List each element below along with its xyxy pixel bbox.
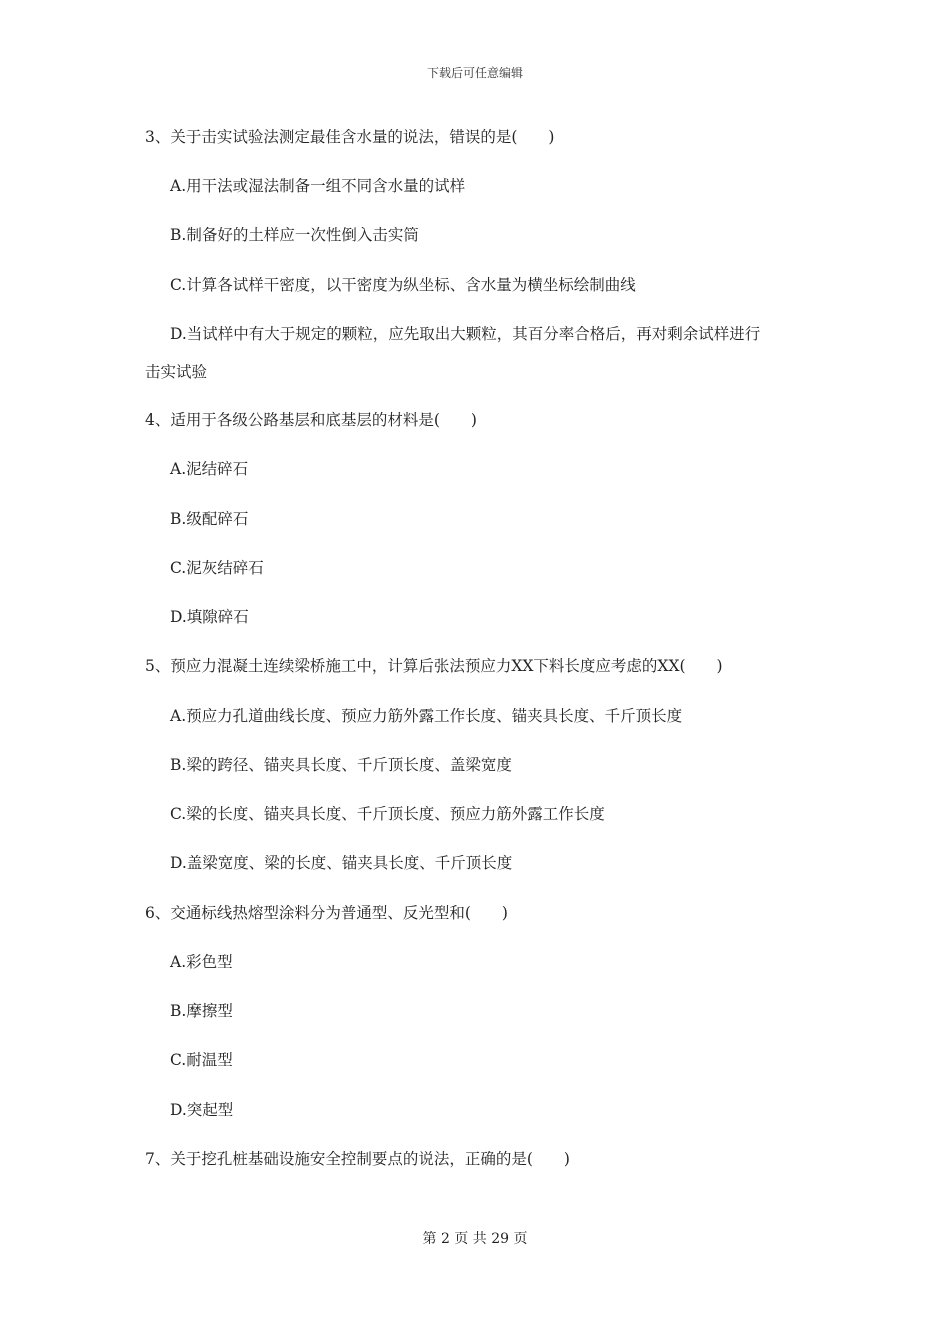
question-6-option-d: D.突起型 — [170, 1101, 234, 1119]
question-4-option-d: D.填隙碎石 — [170, 608, 249, 626]
question-5-option-b: B.梁的跨径、锚夹具长度、千斤顶长度、盖梁宽度 — [170, 756, 512, 774]
question-5-stem: 5、预应力混凝土连续梁桥施工中，计算后张法预应力XX下料长度应考虑的XX( ) — [145, 657, 723, 675]
question-7-stem: 7、关于挖孔桩基础设施安全控制要点的说法，正确的是( ) — [145, 1150, 570, 1168]
question-3-stem: 3、关于击实试验法测定最佳含水量的说法，错误的是( ) — [145, 128, 555, 146]
question-6-stem: 6、交通标线热熔型涂料分为普通型、反光型和( ) — [145, 904, 508, 922]
question-5-option-d: D.盖梁宽度、梁的长度、锚夹具长度、千斤顶长度 — [170, 854, 513, 872]
question-3-option-b: B.制备好的土样应一次性倒入击实筒 — [170, 226, 419, 244]
question-3-option-d-continuation: 击实试验 — [145, 363, 208, 381]
question-6-option-c: C.耐温型 — [170, 1051, 233, 1069]
question-5-option-c: C.梁的长度、锚夹具长度、千斤顶长度、预应力筋外露工作长度 — [170, 805, 605, 823]
question-6-option-a: A.彩色型 — [170, 953, 233, 971]
page-footer: 第 2 页 共 29 页 — [422, 1231, 528, 1247]
question-3-option-a: A.用干法或湿法制备一组不同含水量的试样 — [170, 177, 466, 195]
question-4-option-b: B.级配碎石 — [170, 510, 249, 528]
question-4-option-c: C.泥灰结碎石 — [170, 559, 264, 577]
question-5-option-a: A.预应力孔道曲线长度、预应力筋外露工作长度、锚夹具长度、千斤顶长度 — [170, 707, 683, 725]
question-3-option-c: C.计算各试样干密度，以干密度为纵坐标、含水量为横坐标绘制曲线 — [170, 276, 636, 294]
question-6-option-b: B.摩擦型 — [170, 1002, 233, 1020]
question-3-option-d: D.当试样中有大于规定的颗粒，应先取出大颗粒，其百分率合格后，再对剩余试样进行 — [170, 325, 761, 343]
question-4-option-a: A.泥结碎石 — [170, 460, 249, 478]
page-header: 下载后可任意编辑 — [426, 66, 523, 80]
question-4-stem: 4、适用于各级公路基层和底基层的材料是( ) — [145, 411, 477, 429]
